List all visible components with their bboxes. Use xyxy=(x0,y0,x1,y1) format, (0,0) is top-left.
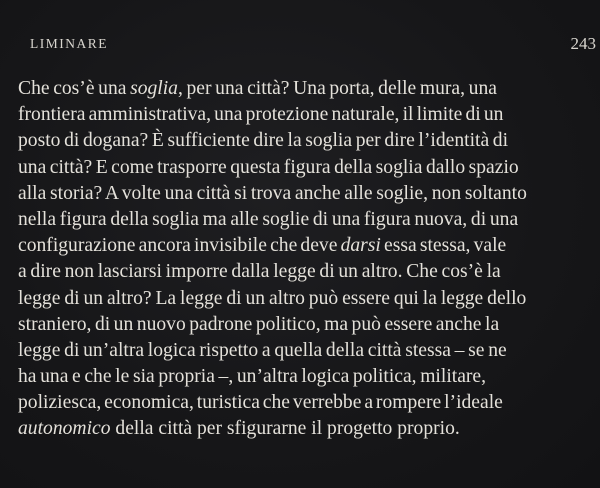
italic-text: darsi xyxy=(340,235,381,257)
text-segment: legge di un altro? La legge di un altro può essere qui la legge dello xyxy=(18,287,527,309)
text-line xyxy=(18,338,598,364)
page-number: 243 xyxy=(570,34,596,53)
text-segment: alla storia? A volte una città si trova anche alle soglie, non soltanto xyxy=(18,182,527,204)
text-segment: , per una città? Una porta, delle mura, una xyxy=(177,78,497,99)
text-segment: posto di dogana? È sufficiente dire la soglia per dire l’identità di xyxy=(18,130,509,152)
text-line xyxy=(18,312,598,338)
text-line xyxy=(18,259,598,285)
text-segment: frontiera amministrativa, una protezione naturale, il limite di un xyxy=(18,104,504,126)
text-segment: ha una e che le sia propria –, un’altra logica politica, militare, xyxy=(18,366,487,388)
text-line xyxy=(18,155,598,181)
page-header xyxy=(30,36,600,58)
text-line xyxy=(18,390,598,416)
text-line xyxy=(18,364,598,390)
text-segment: essa stessa, vale xyxy=(380,235,507,257)
italic-text: soglia xyxy=(130,78,178,99)
text-segment: legge di un’altra logica rispetto a quella della città stessa – se ne xyxy=(18,339,507,361)
text-segment: poliziesca, economica, turistica che verrebbe a rompere l’ideale xyxy=(18,392,503,414)
text-line xyxy=(18,76,598,102)
text-line xyxy=(18,233,598,259)
text-line xyxy=(18,102,598,128)
text-segment: a dire non lasciarsi imporre dalla legge di un altro. Che cos’è la xyxy=(18,261,501,283)
running-head: LIMINARE xyxy=(30,36,108,51)
text-segment: straniero, di un nuovo padrone politico, ma può essere anche la xyxy=(18,313,500,335)
text-line xyxy=(18,207,598,233)
text-line xyxy=(18,416,598,442)
text-segment: nella figura della soglia ma alle soglie di una figura nuova, di una xyxy=(18,208,519,230)
text-line xyxy=(18,286,598,312)
text-line xyxy=(18,128,598,154)
text-segment: Che cos’è una xyxy=(18,78,131,99)
italic-text: autonomico xyxy=(18,418,111,440)
text-line xyxy=(18,181,598,207)
body-paragraph xyxy=(18,76,598,443)
text-segment: della città per sfigurarne il progetto proprio. xyxy=(110,418,460,440)
text-segment: configurazione ancora invisibile che deve xyxy=(18,235,341,257)
text-segment: una città? E come trasporre questa figura della soglia dallo spazio xyxy=(18,156,519,178)
